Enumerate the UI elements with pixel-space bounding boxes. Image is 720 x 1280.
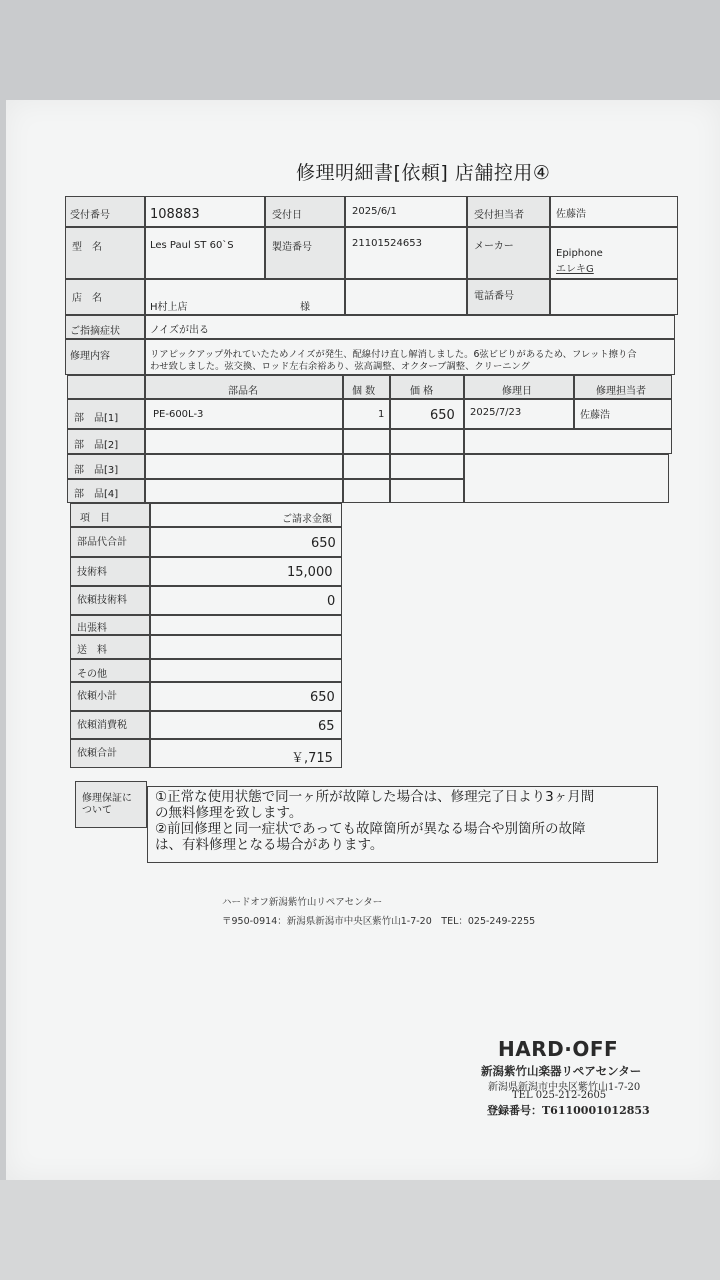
parts-row-name-cell — [145, 479, 343, 503]
serial-label: 製造番号 — [272, 242, 312, 253]
billing-row-label: 依頼合計 — [77, 748, 117, 759]
staff-label: 受付担当者 — [474, 210, 524, 221]
parts-header-qty: 個 数 — [352, 386, 376, 397]
stamp-address: 新潟県新潟市中央区紫竹山1-7-20 — [488, 1082, 641, 1093]
billing-row-value: 15,000 — [287, 565, 333, 580]
repair-line-1: リアピックアップ外れていたためノイズが発生、配線付け直し解消しました。6弦ビビりがあるため、フレット擦り合 — [150, 349, 637, 360]
warranty-line-1: ①正常な使用状態で同一ヶ所が故障した場合は、修理完了日より3ヶ月間 — [155, 789, 595, 805]
parts-row-name-cell — [145, 454, 343, 479]
parts-row-label: 部 品[2] — [74, 440, 119, 451]
maker-label-cell — [467, 227, 550, 279]
parts-row-price-cell — [390, 429, 464, 454]
warranty-line-2: の無料修理を致します。 — [155, 805, 303, 821]
parts-row-date-cell — [464, 454, 669, 503]
store-label: 店 名 — [72, 293, 102, 304]
parts-row-qty-cell — [343, 479, 390, 503]
parts-row-price: 650 — [430, 408, 455, 423]
hardoff-logo: HARD·OFF — [498, 1037, 619, 1061]
billing-row-value-cell — [150, 635, 342, 659]
category-value: エレキG — [556, 264, 594, 275]
billing-row-value: 65 — [318, 719, 335, 734]
repair-label: 修理内容 — [70, 351, 110, 362]
billing-row-label: 依頼技術料 — [77, 595, 127, 606]
billing-header-amount: ご請求金額 — [282, 514, 332, 525]
parts-row-name: PE-600L-3 — [153, 409, 204, 420]
parts-header-name: 部品名 — [228, 386, 258, 397]
billing-row-value: 650 — [310, 690, 335, 705]
repair-line-2: わせ致しました。弦交換、ロッド左右余裕あり、弦高調整、オクターブ調整、クリーニング — [150, 361, 530, 372]
billing-row-label: 依頼小計 — [77, 691, 117, 702]
billing-row-label: 部品代合計 — [77, 537, 127, 548]
parts-row-qty-cell — [343, 454, 390, 479]
parts-row-qty: 1 — [378, 409, 385, 420]
warranty-label-line-1: 修理保証に — [82, 793, 132, 804]
parts-row-price-cell — [390, 479, 464, 503]
parts-row-qty-cell — [343, 429, 390, 454]
footer-address: 〒950-0914：新潟県新潟市中央区紫竹山1-7-20 TEL：025-249-2255 — [222, 916, 536, 927]
parts-header-price: 価 格 — [410, 386, 434, 397]
phone-cell — [550, 279, 678, 315]
parts-row-staff: 佐藤浩 — [580, 410, 610, 421]
background-surface — [0, 1180, 720, 1280]
receipt-no-label: 受付番号 — [70, 210, 110, 221]
model-label-cell — [65, 227, 145, 279]
staff-value: 佐藤浩 — [556, 209, 586, 220]
model-cell — [145, 227, 265, 279]
document-title: 修理明細書[依頼] 店舗控用④ — [296, 162, 551, 184]
billing-row-value-cell — [150, 615, 342, 635]
serial-value: 21101524653 — [352, 238, 422, 249]
serial-label-cell — [265, 227, 345, 279]
billing-row-label: 送 料 — [77, 645, 107, 656]
parts-header-staff: 修理担当者 — [596, 386, 646, 397]
stamp-name: 新潟紫竹山楽器リペアセンター — [481, 1064, 642, 1078]
billing-row-value-cell — [150, 586, 342, 615]
receipt-date-label: 受付日 — [272, 210, 302, 221]
stamp-tel: TEL 025-212-2605 — [512, 1090, 607, 1101]
stamp-registration: 登録番号：T6110001012853 — [487, 1104, 650, 1117]
parts-row-label: 部 品[3] — [74, 465, 119, 476]
model-label: 型 名 — [72, 242, 102, 253]
billing-row-value-cell — [150, 711, 342, 739]
symptom-label: ご指摘症状 — [70, 326, 120, 337]
phone-label: 電話番号 — [474, 291, 514, 302]
store-blank-cell — [345, 279, 467, 315]
parts-row-name-cell — [145, 429, 343, 454]
warranty-label-line-2: ついて — [82, 805, 112, 816]
billing-row-value: ￥,715 — [291, 751, 333, 766]
symptom-cell — [145, 315, 675, 339]
footer-center-name: ハードオフ新潟紫竹山リペアセンター — [222, 897, 383, 908]
maker-value: Epiphone — [556, 248, 603, 259]
store-value: H村上店 — [150, 302, 188, 313]
store-sama: 様 — [300, 302, 310, 313]
billing-row-label: 技術料 — [77, 567, 107, 578]
billing-row-value-cell — [150, 659, 342, 682]
parts-row-price-cell — [390, 454, 464, 479]
billing-row-label: その他 — [77, 669, 107, 680]
parts-row-date: 2025/7/23 — [470, 407, 522, 418]
symptom-value: ノイズが出る — [150, 325, 209, 336]
warranty-line-3: ②前回修理と同一症状であっても故障箇所が異なる場合や別箇所の故障 — [155, 821, 586, 837]
receipt-no-value: 108883 — [150, 207, 200, 222]
parts-header-blank — [67, 375, 145, 399]
billing-row-label: 依頼消費税 — [77, 720, 127, 731]
parts-row-date-cell — [464, 429, 672, 454]
receipt-date-value: 2025/6/1 — [352, 206, 397, 217]
billing-row-value: 650 — [311, 536, 336, 551]
billing-row-label: 出張料 — [77, 623, 107, 634]
warranty-line-4: は、有料修理となる場合があります。 — [155, 837, 384, 853]
parts-row-label: 部 品[4] — [74, 489, 119, 500]
billing-header-item: 項 目 — [80, 513, 110, 524]
billing-row-value: 0 — [327, 594, 336, 609]
maker-label: メーカー — [474, 241, 514, 252]
parts-row-label: 部 品[1] — [74, 413, 119, 424]
parts-header-date: 修理日 — [502, 386, 532, 397]
model-value: Les Paul ST 60`S — [150, 240, 234, 251]
serial-cell — [345, 227, 467, 279]
